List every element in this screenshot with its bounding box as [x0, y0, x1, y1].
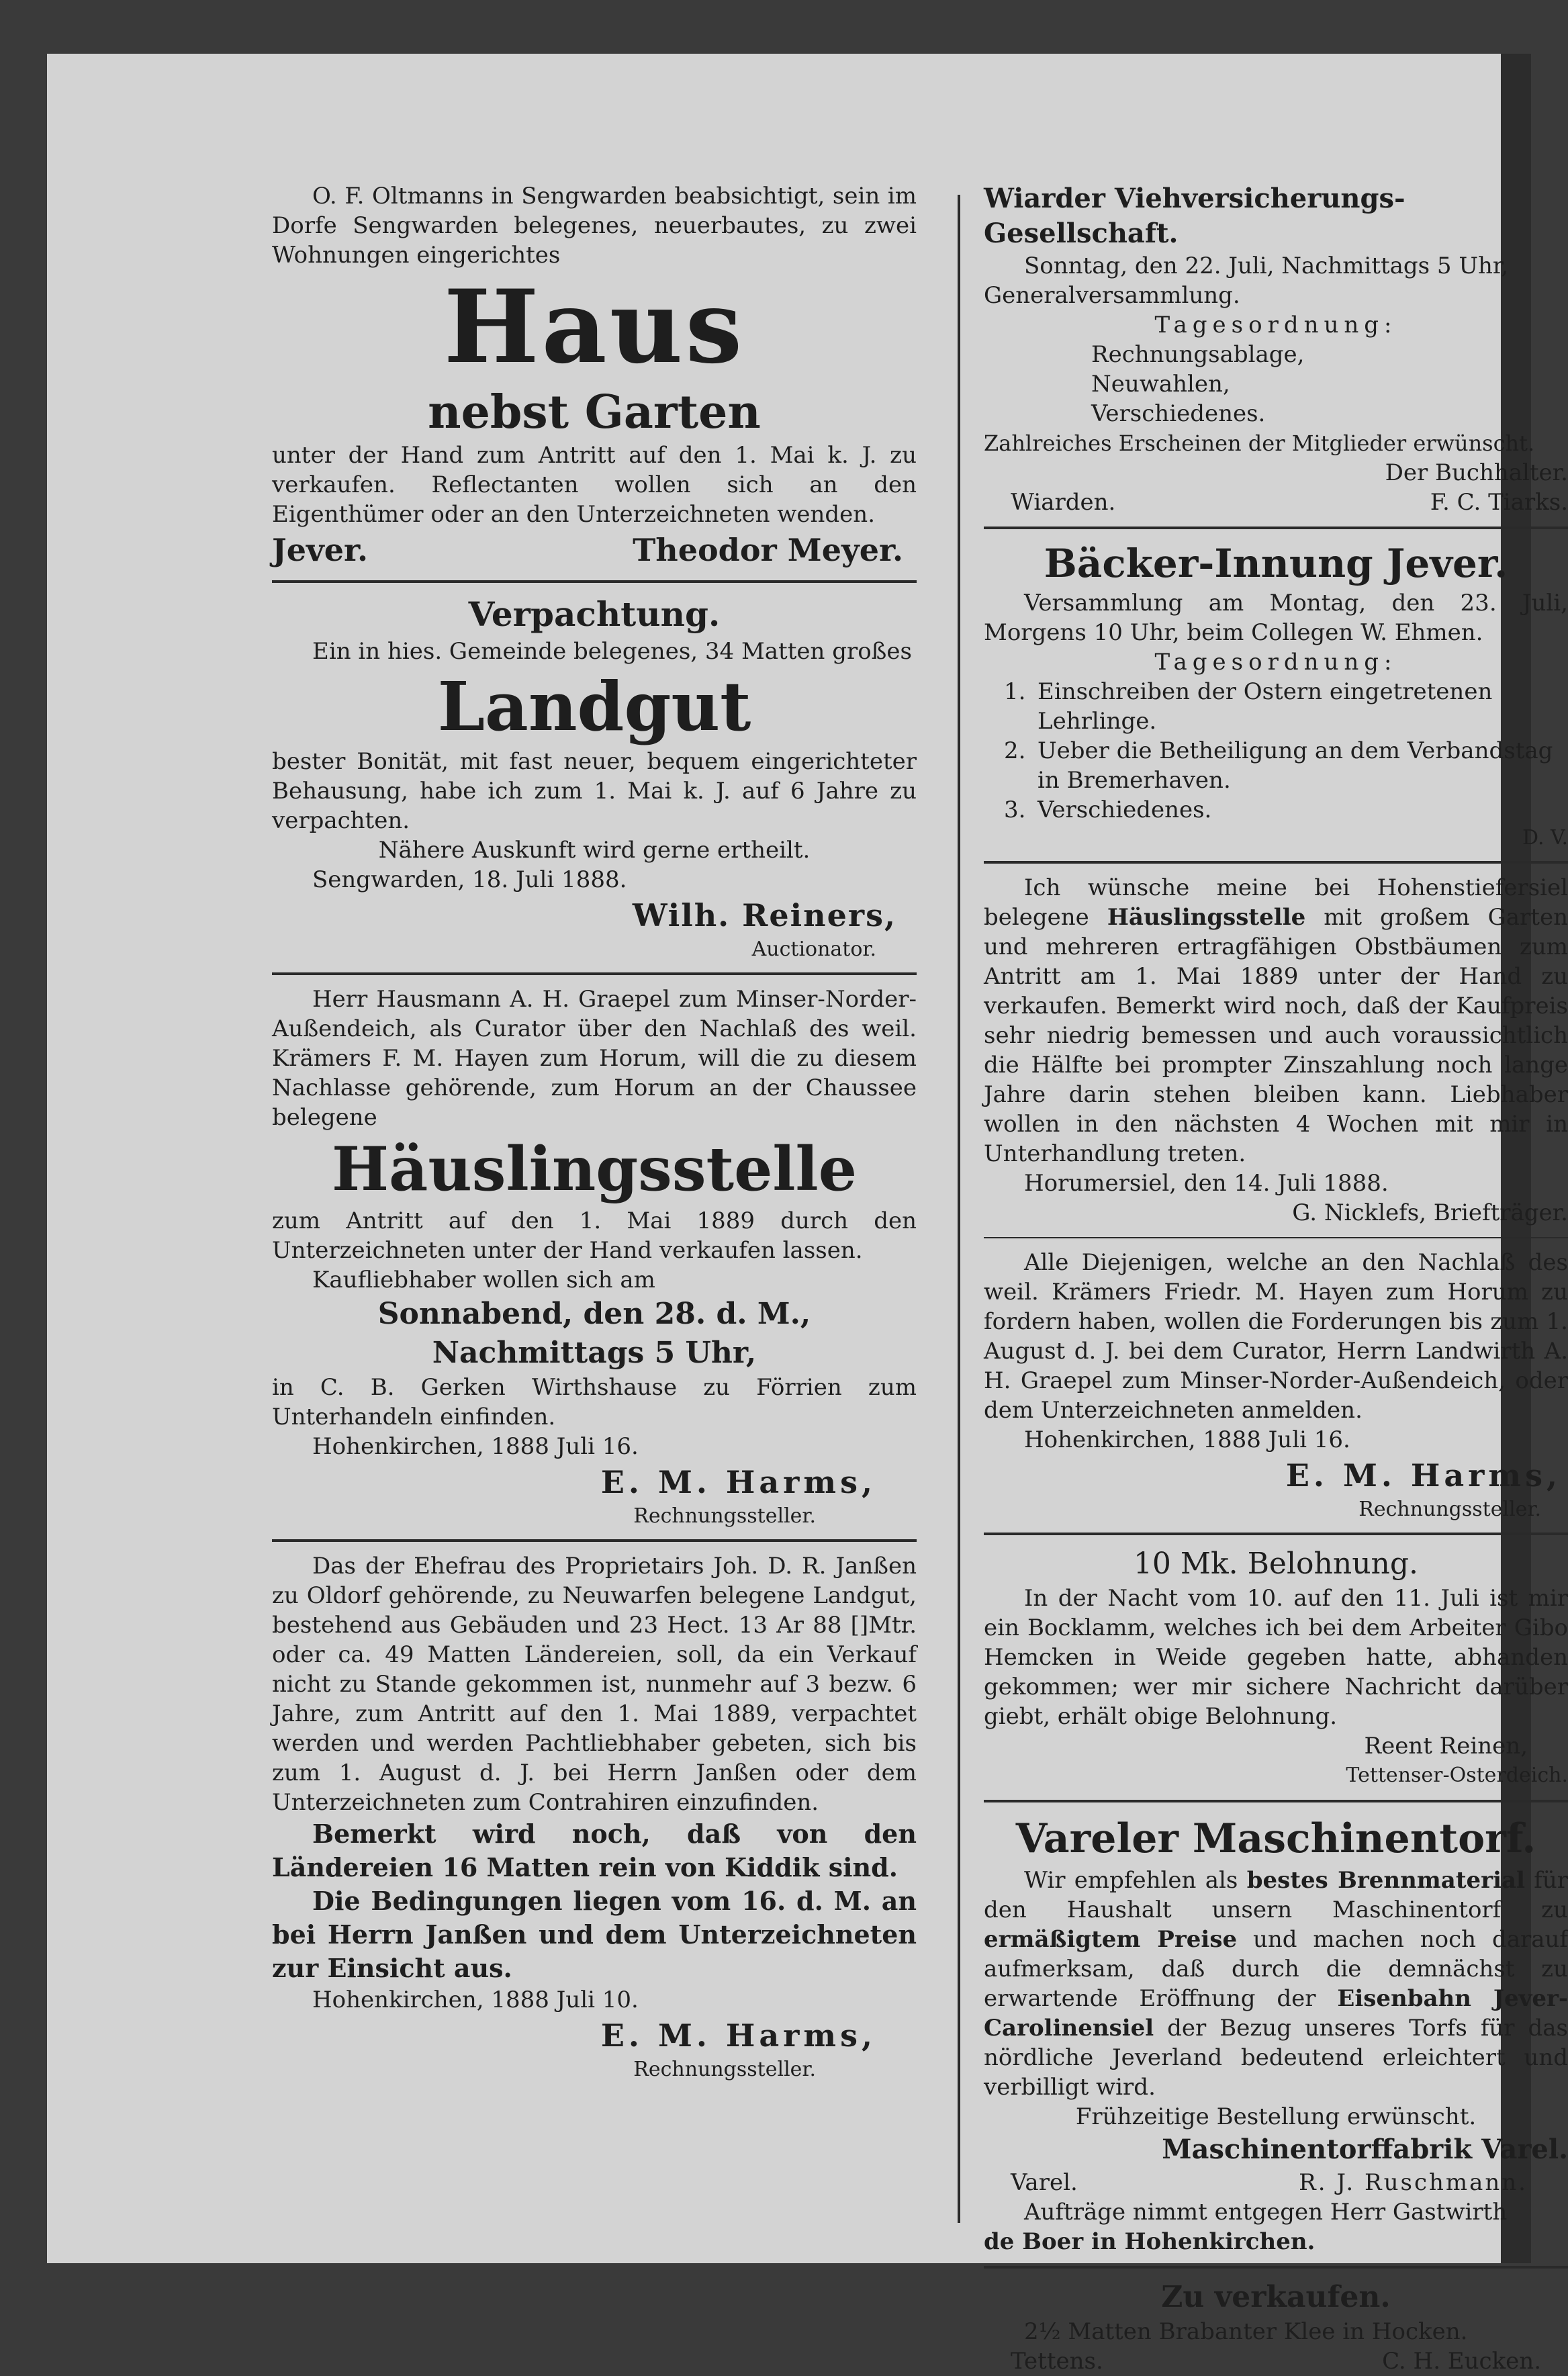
ad-haus-signer: Theodor Meyer.: [633, 532, 903, 568]
ad-haeuslingsstelle: [272, 985, 917, 1530]
ad-nachlass-hayen-place-date: Hohenkirchen, 1888 Juli 16.: [1024, 1426, 1350, 1453]
ad-haeuslingsstelle-buyers: Kaufliebhaber wollen sich am: [312, 1267, 655, 1293]
ad-haeuslingsstelle-date1: Sonnabend, den 28. d. M.,: [377, 1297, 811, 1331]
ad-haus: [272, 181, 917, 571]
ad-haus-body: unter der Hand zum Antritt auf den 1. Mai k. J. zu verkaufen. Reflectanten wollen sich an den Eigenthümer oder an den Unterzeichneten wenden.: [272, 442, 917, 528]
ad-wiarder-agenda-item: Rechnungsablage,: [1091, 341, 1305, 368]
ad-belohnung-title: 10 Mk. Belohnung.: [1133, 1547, 1419, 1581]
ad-belohnung: [984, 1545, 1568, 1790]
ad-landgut-oldorf-role: Rechnungssteller.: [633, 2058, 816, 2081]
divider: [984, 861, 1568, 864]
ad-haeuslingsstelle-body: zum Antritt auf den 1. Mai 1889 durch den Unterzeichneten unter der Hand verkaufen lassen.: [272, 1207, 917, 1264]
ad-nachlass-hayen-body: Alle Diejenigen, welche an den Nachlaß des weil. Krämers Friedr. M. Hayen zum Horum zu fordern haben, wollen die Forderungen bis zum 1. August d. J. bei dem Curator, Herrn Landwirth A. H. Graepel zum Minser-Norder-Außendeich, oder dem Unterzeichneten anmelden.: [984, 1249, 1568, 1424]
ad-baecker-innung-body: Versammlung am Montag, den 23. Juli, Morgens 10 Uhr, beim Collegen W. Ehmen.: [984, 590, 1568, 646]
ad-wiarder-note: Zahlreiches Erscheinen der Mitglieder erwünscht.: [984, 430, 1535, 456]
divider: [984, 2266, 1568, 2269]
ad-verpachtung-headline: Landgut: [437, 667, 751, 746]
ad-verpachtung-role: Auctionator.: [751, 938, 876, 961]
ad-vareler-place: Varel.: [1011, 2169, 1078, 2196]
ad-hohenstiefersiel: [984, 873, 1568, 1228]
divider: [272, 972, 917, 975]
ad-vareler-company: Maschinentorffabrik Varel.: [1162, 2134, 1568, 2165]
ad-belohnung-body: In der Nacht vom 10. auf den 11. Juli ist mir ein Bocklamm, welches ich bei dem Arbeiter Gibo Hemcken in Weide gegeben hatte, abhanden gekommen; wer mir sichere Nachricht darüber giebt, erhält obige Belohnung.: [984, 1585, 1568, 1730]
ad-baecker-innung-signer: D. V.: [1522, 826, 1568, 850]
ad-wiarder-place: Wiarden.: [1011, 489, 1116, 516]
ad-haeuslingsstelle-signer: E. M. Harms,: [600, 1464, 876, 1500]
column-divider: [958, 195, 960, 2223]
ad-zu-verkaufen-name: C. H. Eucken.: [1382, 2348, 1541, 2375]
newspaper-page: [47, 54, 1568, 2375]
ad-landgut-oldorf-body: Das der Ehefrau des Proprietairs Joh. D. R. Janßen zu Oldorf gehörende, zu Neuwarfen belegene Landgut, bestehend aus Gebäuden und 23 Hect. 13 Ar 88 []Mtr. oder ca. 49 Matten Ländereien, soll, da ein Verkauf nicht zu Stande gekommen ist, nunmehr auf 3 bezw. 6 Jahre, zum Antritt auf den 1. Mai 1889, verpachtet werden und werden Pachtliebhaber gebeten, sich bis zum 1. August d. J. bei Herrn Janßen oder dem Unterzeichneten zum Contrahiren einzufinden.: [272, 1553, 917, 1816]
divider: [984, 1237, 1568, 1238]
ad-zu-verkaufen-body: 2½ Matten Brabanter Klee in Hocken.: [1024, 2318, 1468, 2345]
list-item: 1. Einschreiben der Ostern eingetretenen Lehrlinge.: [1004, 678, 1493, 735]
ad-wiarder-footer: [984, 488, 1568, 517]
ad-haus-place: Jever.: [272, 532, 369, 568]
ad-zu-verkaufen: [984, 2278, 1568, 2376]
divider: [272, 1539, 917, 1542]
ad-vareler-footer: [984, 2168, 1568, 2197]
ad-vareler-maschinentorf: [984, 1812, 1568, 2256]
list-item: 3. Verschiedenes.: [1004, 796, 1212, 823]
right-column: [984, 181, 1568, 2376]
ad-haeuslingsstelle-date2: Nachmittags 5 Uhr,: [432, 1336, 757, 1370]
ad-zu-verkaufen-title: Zu verkaufen.: [1161, 2280, 1391, 2314]
ad-baecker-innung: [984, 539, 1568, 852]
ad-wiarder-agenda-label: Tagesordnung:: [1154, 312, 1397, 338]
ad-landgut-oldorf-note2: Die Bedingungen liegen vom 16. d. M. an bei Herrn Janßen und dem Unterzeichneten zur Einsicht aus.: [272, 1886, 917, 1983]
ad-haus-title: Haus: [443, 268, 745, 386]
ad-vareler-title: Vareler Maschinentorf.: [1015, 1815, 1536, 1862]
ad-wiarder-title: Wiarder Viehversicherungs-Gesellschaft.: [984, 183, 1405, 249]
divider: [984, 527, 1568, 529]
ad-landgut-oldorf-note1: Bemerkt wird noch, daß von den Ländereien 16 Matten rein von Kiddik sind.: [272, 1819, 917, 1882]
ad-belohnung-place: Tettenser-Osterdeich.: [1346, 1764, 1568, 1787]
ad-haus-subtitle: nebst Garten: [428, 385, 761, 439]
ad-haeuslingsstelle-location: in C. B. Gerken Wirthshause zu Förrien zum Unterhandeln einfinden.: [272, 1374, 917, 1430]
ad-landgut-oldorf-place-date: Hohenkirchen, 1888 Juli 10.: [312, 1986, 639, 2013]
divider: [984, 1800, 1568, 1802]
ad-baecker-innung-agenda: [984, 677, 1568, 825]
ad-verpachtung-body: bester Bonität, mit fast neuer, bequem eingerichteter Behausung, habe ich zum 1. Mai k. J. auf 6 Jahre zu verpachten.: [272, 748, 917, 834]
ad-wiarder-agenda-item: Neuwahlen,: [1091, 371, 1230, 398]
ad-nachlass-hayen-role: Rechnungssteller.: [1358, 1498, 1541, 1521]
list-item: 2. Ueber die Betheiligung an dem Verbandstag in Bremerhaven.: [1004, 737, 1553, 794]
ad-verpachtung: [272, 592, 917, 963]
ad-haeuslingsstelle-intro: Herr Hausmann A. H. Graepel zum Minser-Norder-Außendeich, als Curator über den Nachlaß des weil. Krämers F. M. Hayen zum Horum, will die zu diesem Nachlasse gehörende, zum Horum an der Chaussee belegene: [272, 986, 917, 1131]
ad-zu-verkaufen-footer: [984, 2346, 1568, 2376]
ad-vareler-orders: Aufträge nimmt entgegen Herr Gastwirth: [1024, 2199, 1508, 2226]
ad-haeuslingsstelle-role: Rechnungssteller.: [633, 1504, 816, 1528]
ad-haeuslingsstelle-headline: Häuslingsstelle: [331, 1134, 857, 1205]
ad-hohenstiefersiel-signer: G. Nicklefs, Briefträger.: [1292, 1199, 1568, 1226]
ad-vareler-name: R. J. Ruschmann.: [1299, 2169, 1528, 2196]
ad-haus-footer: [272, 529, 917, 571]
ad-wiarder-event: Generalversammlung.: [984, 282, 1240, 309]
ad-hohenstiefersiel-place-date: Horumersiel, den 14. Juli 1888.: [1024, 1170, 1389, 1197]
ad-haus-intro: O. F. Oltmanns in Sengwarden beabsichtigt, sein im Dorfe Sengwarden belegenes, neuerbautes, zu zwei Wohnungen eingerichtes: [272, 183, 917, 269]
ad-wiarder-agenda-item: Verschiedenes.: [1091, 400, 1266, 427]
ad-verpachtung-title: Verpachtung.: [468, 594, 721, 634]
ad-verpachtung-date: Sengwarden, 18. Juli 1888.: [312, 866, 627, 893]
divider: [984, 1533, 1568, 1535]
ad-baecker-innung-title: Bäcker-Innung Jever.: [1044, 541, 1508, 586]
left-column: [272, 181, 917, 2083]
ad-verpachtung-signer: Wilh. Reiners,: [632, 897, 896, 933]
ad-wiarder: [984, 181, 1568, 517]
ad-belohnung-signer: Reent Reinen,: [1364, 1733, 1528, 1760]
ad-baecker-innung-agenda-label: Tagesordnung:: [1154, 649, 1397, 676]
ad-hohenstiefersiel-body: Ich wünsche meine bei Hohenstiefersiel belegene Häuslingsstelle mit großem Garten und mehreren ertragfähigen Obstbäumen zum Antritt am 1. Mai 1889 unter der Hand zu verkaufen. Bemerkt wird noch, daß der Kaufpreis sehr niedrig bemessen und auch voraussichtlich die Hälfte bei prompter Zinszahlung noch lange Jahre darin stehen bleiben kann. Liebhaber wollen in den nächsten 4 Wochen mit mir in Unterhandlung treten.: [984, 874, 1568, 1167]
ad-vareler-note: Frühzeitige Bestellung erwünscht.: [1075, 2103, 1477, 2130]
ad-verpachtung-info: Nähere Auskunft wird gerne ertheilt.: [378, 837, 811, 864]
ad-nachlass-hayen-signer: E. M. Harms,: [1285, 1457, 1561, 1494]
divider: [272, 580, 917, 583]
ad-haeuslingsstelle-place-date: Hohenkirchen, 1888 Juli 16.: [312, 1433, 639, 1460]
ad-wiarder-name: F. C. Tiarks.: [1430, 489, 1568, 516]
ad-wiarder-signer: Der Buchhalter.: [1385, 459, 1568, 486]
ad-vareler-body: Wir empfehlen als bestes Brennmaterial für den Haushalt unsern Maschinentorf zu ermäßigtem Preise und machen noch darauf aufmerksam, daß durch die demnächst zu erwartende Eröffnung der Eisenbahn Jever-Carolinensiel der Bezug unseres Torfs für das nördliche Jeverland bedeutend erleichtert und verbilligt wird.: [984, 1867, 1568, 2101]
ad-nachlass-hayen: [984, 1248, 1568, 1523]
ad-verpachtung-intro: Ein in hies. Gemeinde belegenes, 34 Matten großes: [312, 638, 912, 665]
ad-zu-verkaufen-place: Tettens.: [1011, 2348, 1103, 2375]
ad-landgut-oldorf: [272, 1551, 917, 2083]
ad-wiarder-date: Sonntag, den 22. Juli, Nachmittags 5 Uhr,: [1024, 253, 1509, 279]
ad-hohenstiefersiel-bold: Häuslingsstelle: [1107, 904, 1306, 931]
ad-vareler-orders-bold: de Boer in Hohenkirchen.: [984, 2228, 1316, 2255]
ad-landgut-oldorf-signer: E. M. Harms,: [600, 2017, 876, 2054]
